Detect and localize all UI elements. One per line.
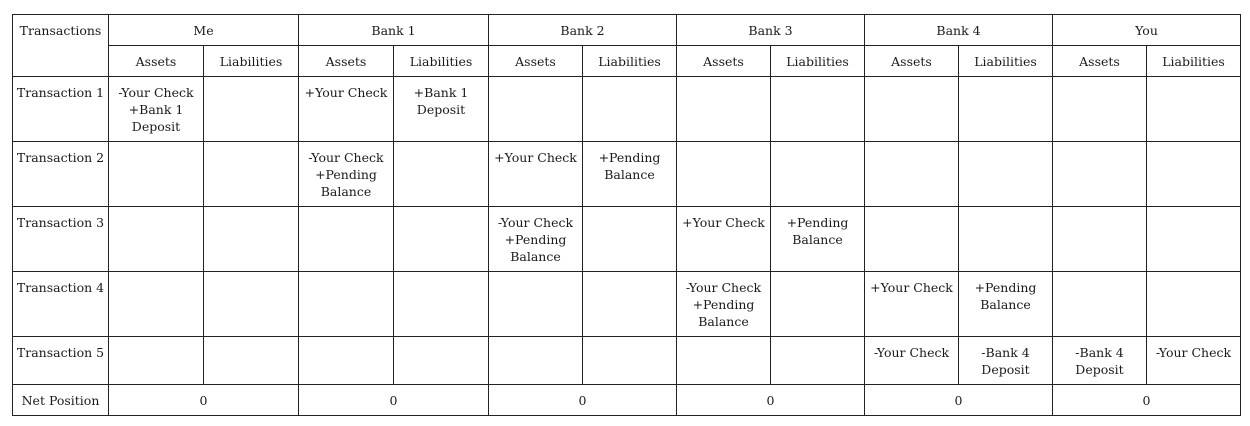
ledger-cell bbox=[1053, 207, 1147, 272]
net-position-value: 0 bbox=[109, 385, 299, 416]
ledger-entry-line: +Your Check bbox=[682, 215, 765, 230]
ledger-cell bbox=[771, 272, 865, 337]
party-header-you: You bbox=[1053, 15, 1241, 46]
party-header-row bbox=[13, 15, 1241, 46]
ledger-cell bbox=[677, 272, 771, 337]
ledger-cell bbox=[489, 272, 583, 337]
ledger-cell bbox=[677, 337, 771, 385]
ledger-entry-line: +Pending bbox=[315, 167, 377, 182]
liabilities-header: Liabilities bbox=[583, 46, 677, 77]
ledger-entry-line: Deposit bbox=[131, 119, 181, 134]
ledger-cell bbox=[865, 77, 959, 142]
transaction-row bbox=[13, 272, 1241, 337]
net-position-value: 0 bbox=[865, 385, 1053, 416]
net-position-label: Net Position bbox=[13, 385, 109, 416]
party-header-me: Me bbox=[109, 15, 299, 46]
ledger-cell bbox=[1053, 337, 1147, 385]
ledger-cell bbox=[299, 272, 394, 337]
ledger-entry-line: Balance bbox=[792, 232, 843, 247]
ledger-cell bbox=[677, 77, 771, 142]
subheader-row bbox=[13, 46, 1241, 77]
ledger-cell bbox=[489, 207, 583, 272]
ledger-cell bbox=[771, 142, 865, 207]
ledger-cell bbox=[299, 77, 394, 142]
ledger-cell bbox=[959, 142, 1053, 207]
party-header-bank-1: Bank 1 bbox=[299, 15, 489, 46]
ledger-cell bbox=[583, 272, 677, 337]
net-position-row bbox=[13, 385, 1241, 416]
net-position-value: 0 bbox=[299, 385, 489, 416]
ledger-entry-line: Deposit bbox=[1075, 362, 1124, 377]
ledger-cell bbox=[109, 77, 204, 142]
ledger-entry-line: -Your Check bbox=[118, 85, 194, 100]
ledger-cell bbox=[771, 337, 865, 385]
transaction-label: Transaction 2 bbox=[13, 142, 109, 207]
ledger-cell bbox=[489, 337, 583, 385]
transaction-row bbox=[13, 77, 1241, 142]
ledger-entry-line: +Bank 1 bbox=[128, 102, 184, 117]
ledger-cell bbox=[865, 272, 959, 337]
ledger-cell bbox=[204, 142, 299, 207]
transaction-row bbox=[13, 142, 1241, 207]
ledger-cell bbox=[583, 207, 677, 272]
corner-header: Transactions bbox=[13, 15, 109, 77]
ledger-entry-line: Balance bbox=[510, 249, 561, 264]
ledger-cell bbox=[959, 207, 1053, 272]
party-header-bank-3: Bank 3 bbox=[677, 15, 865, 46]
ledger-cell bbox=[959, 77, 1053, 142]
ledger-cell bbox=[677, 142, 771, 207]
assets-header: Assets bbox=[109, 46, 204, 77]
transactions-body bbox=[13, 77, 1241, 416]
ledger-cell bbox=[1147, 337, 1241, 385]
ledger-entry-line: +Your Check bbox=[494, 150, 577, 165]
ledger-cell bbox=[489, 77, 583, 142]
liabilities-header: Liabilities bbox=[1147, 46, 1241, 77]
transaction-label: Transaction 4 bbox=[13, 272, 109, 337]
ledger-cell bbox=[394, 77, 489, 142]
ledger-entry-line: Balance bbox=[698, 314, 749, 329]
ledger-cell bbox=[299, 142, 394, 207]
ledger-cell bbox=[1147, 142, 1241, 207]
ledger-entry-line: +Your Check bbox=[304, 85, 388, 100]
liabilities-header: Liabilities bbox=[204, 46, 299, 77]
liabilities-header: Liabilities bbox=[394, 46, 489, 77]
ledger-entry-line: -Your Check bbox=[1155, 345, 1232, 360]
assets-header: Assets bbox=[865, 46, 959, 77]
ledger-entry-line: +Pending bbox=[598, 150, 661, 165]
ledger-cell bbox=[299, 337, 394, 385]
ledger-entry-line: +Pending bbox=[692, 297, 755, 312]
ledger-cell bbox=[394, 142, 489, 207]
ledger-cell bbox=[1053, 77, 1147, 142]
ledger-cell bbox=[677, 207, 771, 272]
ledger-cell bbox=[204, 77, 299, 142]
party-header-bank-2: Bank 2 bbox=[489, 15, 677, 46]
ledger-entry-line: +Pending bbox=[786, 215, 849, 230]
ledger-entry-line: -Bank 4 bbox=[981, 345, 1030, 360]
ledger-cell bbox=[865, 207, 959, 272]
net-position-value: 0 bbox=[489, 385, 677, 416]
transaction-label: Transaction 3 bbox=[13, 207, 109, 272]
ledger-entry-line: Deposit bbox=[981, 362, 1030, 377]
ledger-entry-line: +Your Check bbox=[870, 280, 953, 295]
ledger-cell bbox=[583, 77, 677, 142]
assets-header: Assets bbox=[677, 46, 771, 77]
ledger-cell bbox=[1053, 142, 1147, 207]
transactions-table bbox=[12, 14, 1241, 416]
ledger-cell bbox=[109, 207, 204, 272]
ledger-cell bbox=[865, 337, 959, 385]
ledger-entry-line: -Your Check bbox=[873, 345, 950, 360]
ledger-cell bbox=[394, 272, 489, 337]
party-header-bank-4: Bank 4 bbox=[865, 15, 1053, 46]
ledger-cell bbox=[204, 337, 299, 385]
ledger-cell bbox=[394, 207, 489, 272]
liabilities-header: Liabilities bbox=[959, 46, 1053, 77]
assets-header: Assets bbox=[489, 46, 583, 77]
ledger-entry-line: Balance bbox=[320, 184, 372, 199]
ledger-cell bbox=[299, 207, 394, 272]
ledger-entry-line: +Bank 1 bbox=[413, 85, 469, 100]
ledger-entry-line: -Your Check bbox=[685, 280, 762, 295]
ledger-cell bbox=[771, 207, 865, 272]
ledger-entry-line: Deposit bbox=[416, 102, 466, 117]
transaction-label: Transaction 5 bbox=[13, 337, 109, 385]
net-position-value: 0 bbox=[1053, 385, 1241, 416]
ledger-cell bbox=[771, 77, 865, 142]
ledger-cell bbox=[204, 207, 299, 272]
ledger-cell bbox=[1147, 207, 1241, 272]
ledger-cell bbox=[959, 272, 1053, 337]
net-position-value: 0 bbox=[677, 385, 865, 416]
ledger-cell bbox=[1053, 272, 1147, 337]
ledger-cell bbox=[204, 272, 299, 337]
ledger-cell bbox=[109, 337, 204, 385]
ledger-cell bbox=[583, 337, 677, 385]
ledger-cell bbox=[109, 272, 204, 337]
ledger-cell bbox=[394, 337, 489, 385]
ledger-cell bbox=[109, 142, 204, 207]
ledger-entry-line: +Pending bbox=[504, 232, 567, 247]
ledger-cell bbox=[865, 142, 959, 207]
transaction-label: Transaction 1 bbox=[13, 77, 109, 142]
ledger-entry-line: -Your Check bbox=[308, 150, 384, 165]
ledger-cell bbox=[583, 142, 677, 207]
ledger-entry-line: -Your Check bbox=[497, 215, 574, 230]
transaction-row bbox=[13, 207, 1241, 272]
liabilities-header: Liabilities bbox=[771, 46, 865, 77]
ledger-entry-line: +Pending bbox=[974, 280, 1037, 295]
assets-header: Assets bbox=[299, 46, 394, 77]
assets-header: Assets bbox=[1053, 46, 1147, 77]
transaction-row bbox=[13, 337, 1241, 385]
ledger-cell bbox=[489, 142, 583, 207]
ledger-entry-line: Balance bbox=[980, 297, 1031, 312]
ledger-cell bbox=[1147, 77, 1241, 142]
ledger-cell bbox=[959, 337, 1053, 385]
ledger-entry-line: Balance bbox=[604, 167, 655, 182]
ledger-cell bbox=[1147, 272, 1241, 337]
ledger-entry-line: -Bank 4 bbox=[1075, 345, 1124, 360]
